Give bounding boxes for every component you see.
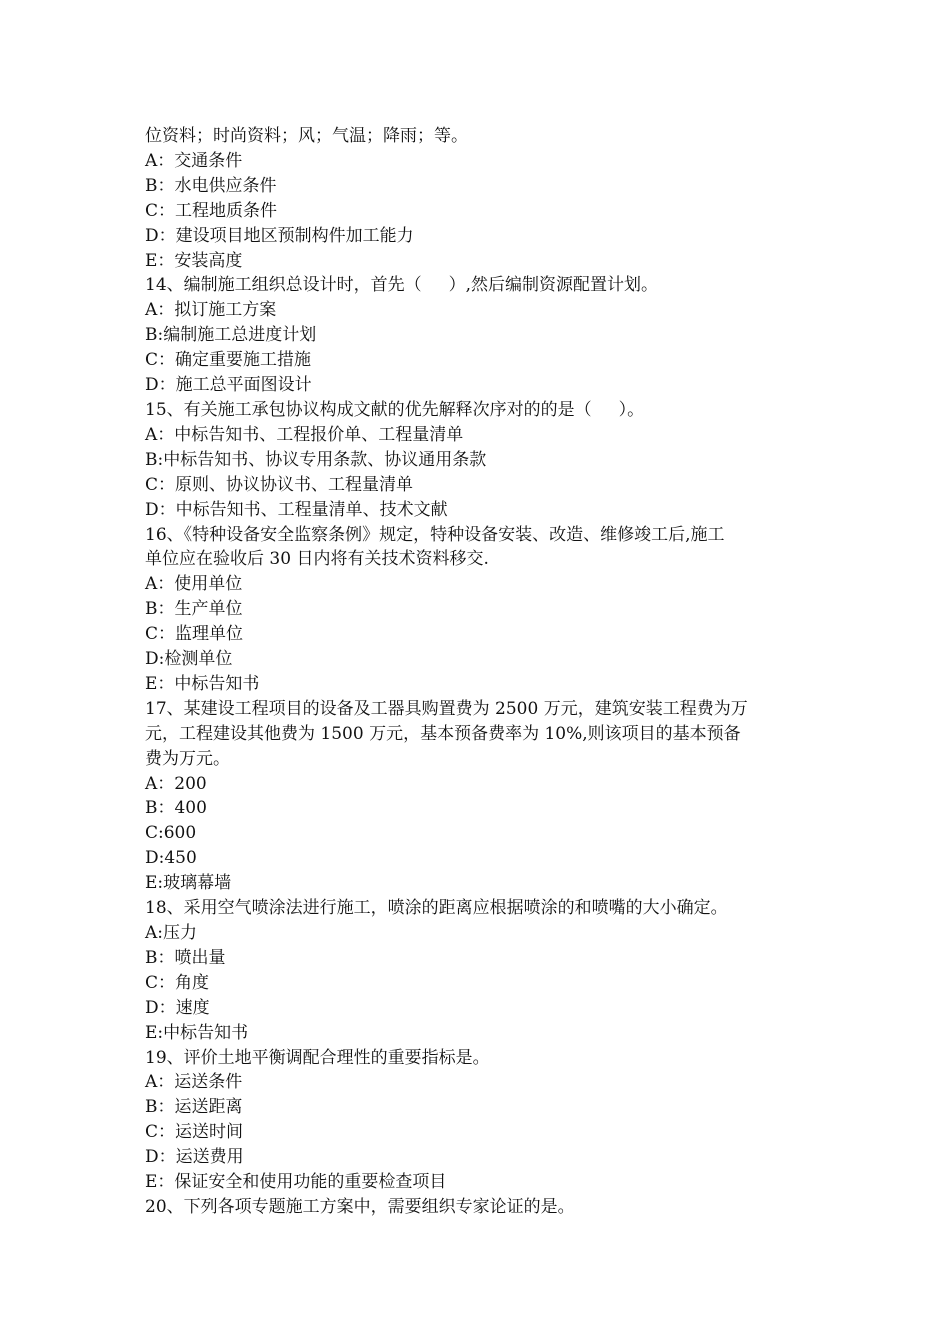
option-line: D：施工总平面图设计: [145, 375, 312, 396]
option-line: C：监理单位: [145, 624, 244, 645]
option-line: C：角度: [145, 972, 210, 993]
option-line: A：200: [145, 773, 207, 794]
question-line: 元，工程建设其他费为 1500 万元，基本预备费率为 10%,则该项目的基本预备: [145, 723, 741, 744]
option-line: E：安装高度: [145, 250, 243, 271]
question-line: 14、编制施工组织总设计时，首先（ ）,然后编制资源配置计划。: [145, 275, 659, 296]
option-line: A：使用单位: [145, 574, 243, 595]
option-line: D：建设项目地区预制构件加工能力: [145, 225, 414, 246]
option-line: A:压力: [145, 923, 198, 943]
document-body: [145, 124, 815, 1220]
option-line: A：中标告知书、工程报价单、工程量清单: [145, 424, 464, 445]
option-line: B：喷出量: [145, 947, 226, 968]
option-line: B:编制施工总进度计划: [145, 325, 317, 346]
option-line: C：运送时间: [145, 1122, 244, 1143]
option-line: C:600: [145, 823, 197, 844]
question-line: 费为万元。: [145, 748, 230, 769]
question-line: 19、评价土地平衡调配合理性的重要指标是。: [145, 1047, 490, 1068]
option-line: B：生产单位: [145, 599, 243, 620]
option-line: A：运送条件: [145, 1072, 243, 1093]
option-line: B:中标告知书、协议专用条款、协议通用条款: [145, 449, 487, 470]
question-line: 15、有关施工承包协议构成文献的优先解释次序对的的是（ ）。: [145, 399, 645, 420]
option-line: D:450: [145, 848, 197, 869]
option-line: C：工程地质条件: [145, 200, 278, 221]
option-line: D：速度: [145, 997, 210, 1018]
question-line: 单位应在验收后 30 日内将有关技术资料移交.: [145, 549, 489, 570]
option-line: B：水电供应条件: [145, 175, 277, 196]
option-line: A：拟订施工方案: [145, 300, 277, 321]
question-line: 17、某建设工程项目的设备及工器具购置费为 2500 万元，建筑安装工程费为万: [145, 698, 748, 719]
option-line: A：交通条件: [145, 150, 243, 171]
question-line: 18、采用空气喷涂法进行施工，喷涂的距离应根据喷涂的和喷嘴的大小确定。: [145, 898, 728, 919]
option-line: D：运送费用: [145, 1147, 244, 1168]
option-line: C：原则、协议协议书、工程量清单: [145, 474, 414, 495]
text-line: 位资料；时尚资料；风；气温；降雨；等。: [145, 126, 468, 146]
question-line: 16、《特种设备安全监察条例》规定，特种设备安装、改造、维修竣工后,施工: [145, 524, 725, 545]
option-line: E：中标告知书: [145, 673, 260, 694]
option-line: E:玻璃幕墙: [145, 873, 232, 894]
question-line: 20、下列各项专题施工方案中，需要组织专家论证的是。: [145, 1196, 575, 1217]
option-line: D：中标告知书、工程量清单、技术文献: [145, 499, 448, 520]
option-line: C：确定重要施工措施: [145, 350, 312, 371]
option-line: E：保证安全和使用功能的重要检查项目: [145, 1172, 447, 1193]
option-line: B：400: [145, 798, 207, 819]
option-line: D:检测单位: [145, 649, 233, 670]
option-line: E:中标告知书: [145, 1022, 249, 1043]
option-line: B：运送距离: [145, 1097, 243, 1118]
